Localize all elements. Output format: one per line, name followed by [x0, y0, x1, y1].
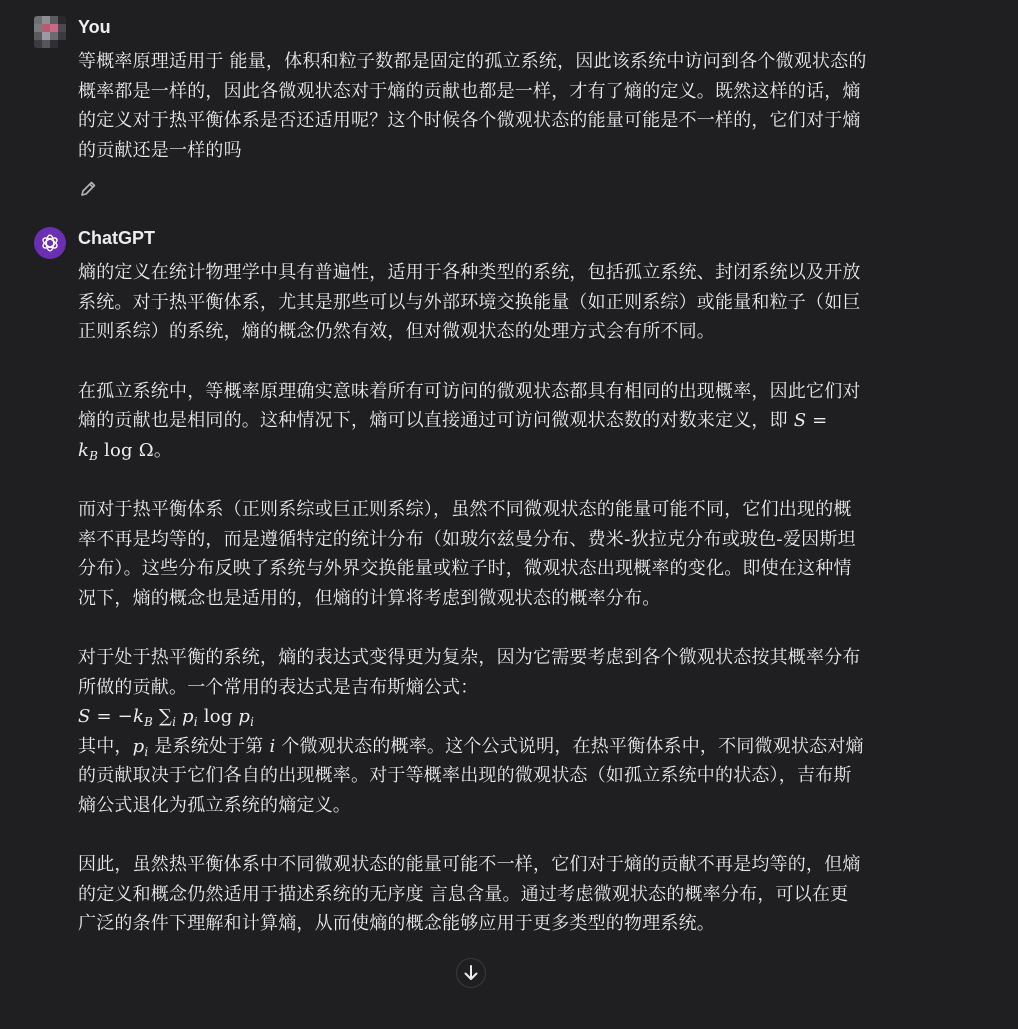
arrow-down-icon — [462, 964, 480, 982]
assistant-line — [78, 406, 948, 436]
math-subscript: i — [250, 715, 255, 729]
math-text: log Ω — [98, 439, 154, 461]
math-inline — [133, 736, 149, 757]
math-inline: i — [269, 735, 276, 757]
user-line: 的定义对于热平衡体系是否还适用呢？这个时候各个微观状态的能量可能是不一样的，它们对于熵 — [78, 110, 861, 131]
paragraph-gap — [78, 820, 948, 850]
assistant-line: 在孤立系统中，等概率原理确实意味着所有可访问的微观状态都具有相同的出现概率，因此它们对 — [78, 380, 861, 402]
assistant-line: 熵公式退化为孤立系统的熵定义。 — [78, 794, 351, 816]
assistant-line-text: 熵的贡献也是相同的。这种情况下，熵可以直接通过可访问微观状态数的对数来定义，即 — [78, 410, 788, 431]
math-text: log — [197, 706, 239, 727]
math-subscript: i — [172, 715, 177, 729]
math-subscript: B — [89, 448, 99, 463]
assistant-line: 正则系综）的系统，熵的概念仍然有效，但对微观状态的处理方式会有所不同。 — [78, 321, 715, 342]
assistant-line: 系统。对于热平衡体系，尤其是那些可以与外部环境交换能量（如正则系综）或能量和粒子（如巨 — [78, 291, 861, 313]
math-text: p — [176, 706, 194, 727]
gibbs-entropy-formula — [78, 702, 948, 732]
math-text: p — [238, 706, 251, 727]
assistant-author-name: ChatGPT — [78, 228, 156, 248]
math-subscript: B — [144, 715, 154, 729]
assistant-line: 因此，虽然热平衡体系中不同微观状态的能量可能不一样，它们对于熵的贡献不再是均等的，但熵 — [78, 854, 861, 875]
assistant-line: 广泛的条件下理解和计算熵，从而使熵的概念能够应用于更多类型的物理系统。 — [78, 913, 715, 934]
math-text: p — [132, 735, 145, 757]
user-line: 的贡献还是一样的吗 — [78, 139, 242, 161]
assistant-line: 所做的贡献。一个常用的表达式是吉布斯熵公式： — [78, 676, 479, 698]
math-subscript: i — [144, 744, 149, 759]
punctuation: 。 — [153, 439, 173, 461]
openai-logo-icon — [34, 227, 66, 259]
assistant-line — [78, 732, 948, 762]
math-inline — [78, 440, 154, 461]
assistant-line: 熵的定义在统计物理学中具有普遍性，适用于各种类型的系统，包括孤立系统、封闭系统以及开放 — [78, 262, 861, 283]
assistant-line-text: 其中， — [78, 735, 133, 757]
math-text: S = −k — [78, 706, 145, 727]
assistant-line: 分布）。这些分布反映了系统与外界交换能量或粒子时，微观状态出现概率的变化。即使在这种情 — [78, 558, 852, 579]
assistant-line: 的定义和概念仍然适用于描述系统的无序度 言息含量。通过考虑微观状态的概率分布，可以在更 — [78, 883, 849, 905]
user-line: 概率都是一样的，因此各微观状态对于熵的贡献也都是一样，才有了熵的定义。既然这样的话，熵 — [78, 80, 861, 102]
math-text: ∑ — [153, 706, 173, 727]
assistant-line: 况下，熵的概念也是适用的，但熵的计算将考虑到微观状态的概率分布。 — [78, 587, 661, 609]
assistant-line: 率不再是均等的，而是遵循特定的统计分布（如玻尔兹曼分布、费米-狄拉克分布或玻色-爱因斯坦 — [78, 528, 856, 550]
assistant-line: 而对于热平衡体系（正则系综或巨正则系综），虽然不同微观状态的能量可能不同，它们出现的概 — [78, 499, 852, 520]
user-message-text — [78, 47, 948, 165]
assistant-line-text: 是系统处于第 — [148, 735, 270, 757]
paragraph-gap — [78, 465, 948, 495]
assistant-message-text — [78, 258, 948, 939]
math-subscript: i — [193, 715, 198, 729]
assistant-line: 对于处于热平衡的系统，熵的表达式变得更为复杂，因为它需要考虑到各个微观状态按其概率分布 — [78, 647, 861, 668]
assistant-line-text: 个微观状态的概率。这个公式说明，在热平衡体系中，不同微观状态对熵 — [275, 735, 864, 757]
user-author-name: You — [78, 17, 111, 37]
paragraph-gap — [78, 613, 948, 643]
paragraph-gap — [78, 347, 948, 377]
scroll-to-bottom-button[interactable] — [456, 958, 486, 988]
math-text: S = — [793, 410, 828, 431]
user-line: 等概率原理适用于 能量，体积和粒子数都是固定的孤立系统，因此该系统中访问到各个微观状态的 — [78, 51, 867, 72]
math-text: k — [78, 439, 90, 461]
math-inline — [788, 410, 828, 431]
assistant-line: 的贡献取决于它们各自的出现概率。对于等概率出现的微观状态（如孤立系统中的状态），吉布斯 — [78, 765, 852, 786]
user-avatar — [34, 16, 66, 48]
assistant-line — [78, 436, 948, 466]
pencil-icon[interactable] — [78, 179, 98, 199]
